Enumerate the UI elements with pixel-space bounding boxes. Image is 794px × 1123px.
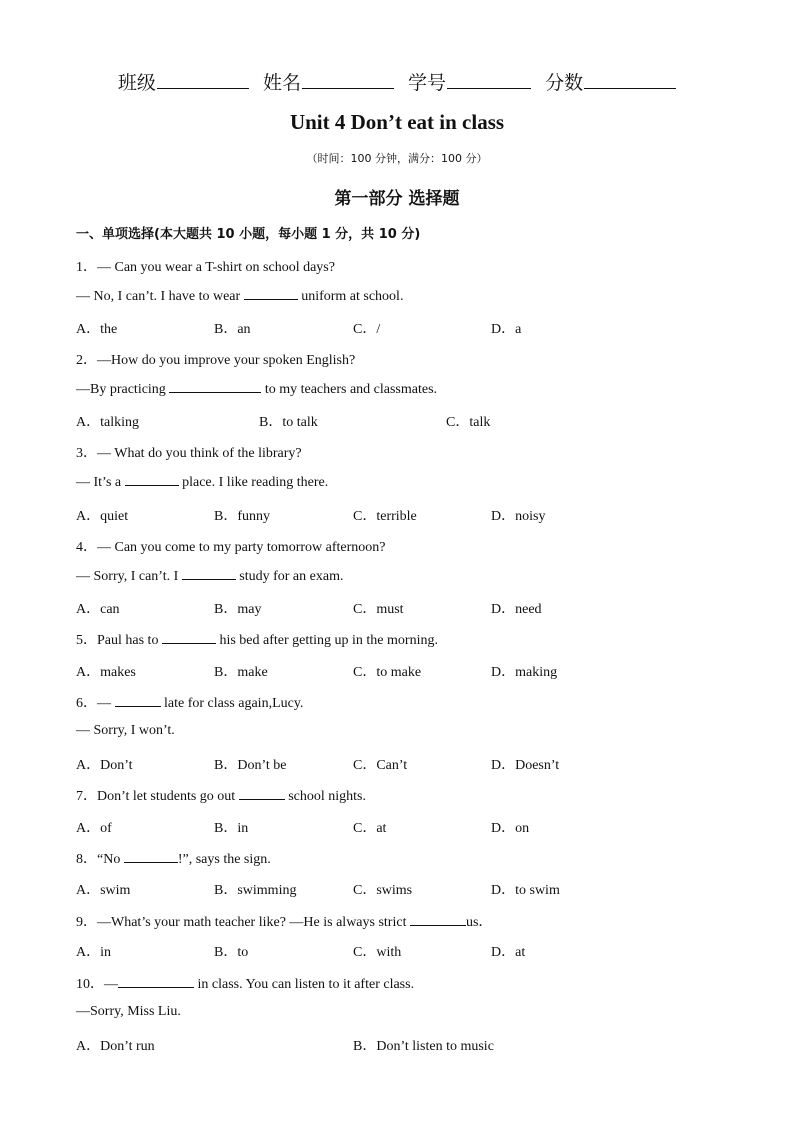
question-4-option-d[interactable]: D．need [491,602,542,617]
question-8-option-c[interactable]: C．swims [353,883,413,898]
score-field [545,72,676,94]
question-text: 6．— [76,696,115,711]
question-8-option-b[interactable]: B．swimming [214,883,297,898]
question-3-line-1 [76,442,302,462]
question-4-line-1 [76,536,385,556]
question-5-option-b[interactable]: B．make [214,665,268,680]
question-text: his bed after getting up in the morning. [215,633,438,648]
question-7-line-1 [76,785,366,805]
student-info-line [0,68,794,95]
question-text: — No, I can’t. I have to wear [76,289,244,304]
question-10-option-a[interactable]: A．Don’t run [76,1039,155,1054]
question-9-option-b[interactable]: B．to [214,945,249,960]
question-3-option-a[interactable]: A．quiet [76,509,129,524]
question-10-option-b[interactable]: B．Don’t listen to music [353,1039,494,1054]
question-4-option-b[interactable]: B．may [214,602,262,617]
question-6-line-1 [76,692,303,712]
question-1-option-d[interactable]: D．a [491,322,522,337]
question-6-line-2 [76,723,175,739]
question-text: !”, says the sign. [177,852,271,867]
question-3-option-d[interactable]: D．noisy [491,509,546,524]
question-text: — Sorry, I can’t. I [76,569,182,584]
question-5-option-c[interactable]: C．to make [353,665,422,680]
question-text: 4．— Can you come to my party tomorrow afternoon? [76,540,386,555]
question-text: late for class again,Lucy. [160,696,304,711]
section-title: 一、单项选择(本大题共 10 小题，每小题 1 分，共 10 分) [76,227,421,242]
class-field [118,72,249,94]
student-id-blank[interactable] [447,72,531,89]
answer-blank[interactable] [410,913,466,926]
question-2-line-1 [76,349,355,369]
question-6-option-d[interactable]: D．Doesn’t [491,758,560,773]
question-1-option-b[interactable]: B．an [214,322,251,337]
question-2-option-c[interactable]: C．talk [446,415,491,430]
question-9-option-a[interactable]: A．in [76,945,111,960]
part-title: 第一部分 选择题 [334,189,460,209]
question-9-line-1 [76,911,492,931]
question-text: us． [465,915,493,930]
question-8-line-1 [76,848,271,868]
question-6-option-b[interactable]: B．Don’t be [214,758,287,773]
name-blank[interactable] [302,72,394,89]
class-label: 班级 [117,72,156,94]
score-blank[interactable] [584,72,676,89]
question-1-option-c[interactable]: C．/ [353,322,381,337]
class-blank[interactable] [157,72,249,89]
question-4-option-a[interactable]: A．can [76,602,120,617]
question-10-line-1 [76,973,414,993]
question-5-option-a[interactable]: A．makes [76,665,136,680]
question-7-option-b[interactable]: B．in [214,821,249,836]
question-text: uniform at school. [297,289,404,304]
answer-blank[interactable] [244,287,298,300]
question-text: —By practicing [76,382,170,397]
question-10-line-2 [76,1004,181,1020]
question-2-option-a[interactable]: A．talking [76,415,139,430]
exam-time-note: （时间：100 分钟，满分：100 分） [306,152,488,165]
question-text: in class. You can listen to it after class. [194,977,415,992]
question-3-option-b[interactable]: B．funny [214,509,270,524]
question-7-option-a[interactable]: A．of [76,821,112,836]
question-text: 5．Paul has to [76,633,162,648]
question-7-option-c[interactable]: C．at [353,821,387,836]
question-text: 9．—What’s your math teacher like? —He is always strict [76,915,410,930]
question-8-option-a[interactable]: A．swim [76,883,131,898]
answer-blank[interactable] [169,380,261,393]
page-title: Unit 4 Don’t eat in class [289,110,505,134]
answer-blank[interactable] [239,787,285,800]
question-text: place. I like reading there. [178,475,329,490]
question-text: 7．Don’t let students go out [76,789,239,804]
question-1-line-2 [76,287,403,305]
question-5-option-d[interactable]: D．making [491,665,558,680]
answer-blank[interactable] [124,850,178,863]
question-text: — Sorry, I won’t. [76,723,175,738]
question-6-option-a[interactable]: A．Don’t [76,758,133,773]
question-text: —Sorry, Miss Liu. [76,1004,181,1019]
question-1-option-a[interactable]: A．the [76,322,118,337]
question-4-option-c[interactable]: C．must [353,602,404,617]
question-text: to my teachers and classmates. [261,382,438,397]
question-text: 10．— [76,977,118,992]
question-8-option-d[interactable]: D．to swim [491,883,560,898]
answer-blank[interactable] [125,473,179,486]
answer-blank[interactable] [162,631,216,644]
question-2-option-b[interactable]: B．to talk [259,415,318,430]
question-3-line-2 [76,473,328,491]
student-id-field [408,72,531,94]
question-6-option-c[interactable]: C．Can’t [353,758,408,773]
question-text: 3．— What do you think of the library? [76,446,302,461]
name-label: 姓名 [262,72,301,94]
name-field [263,72,394,94]
answer-blank[interactable] [118,975,194,988]
question-text: 1．— Can you wear a T-shirt on school days? [76,260,335,275]
question-4-line-2 [76,567,343,585]
question-text: 2．—How do you improve your spoken English? [76,353,356,368]
student-id-label: 学号 [408,72,447,94]
question-3-option-c[interactable]: C．terrible [353,509,417,524]
question-text: study for an exam. [235,569,344,584]
question-2-line-2 [76,380,437,398]
question-text: 8．“No [76,852,124,867]
question-5-line-1 [76,629,438,649]
question-9-option-d[interactable]: D．at [491,945,526,960]
question-7-option-d[interactable]: D．on [491,821,530,836]
question-text: school nights. [284,789,366,804]
answer-blank[interactable] [182,567,236,580]
question-1-line-1 [76,256,335,276]
score-label: 分数 [545,72,584,94]
answer-blank[interactable] [115,694,161,707]
question-9-option-c[interactable]: C．with [353,945,402,960]
question-text: — It’s a [76,475,125,490]
